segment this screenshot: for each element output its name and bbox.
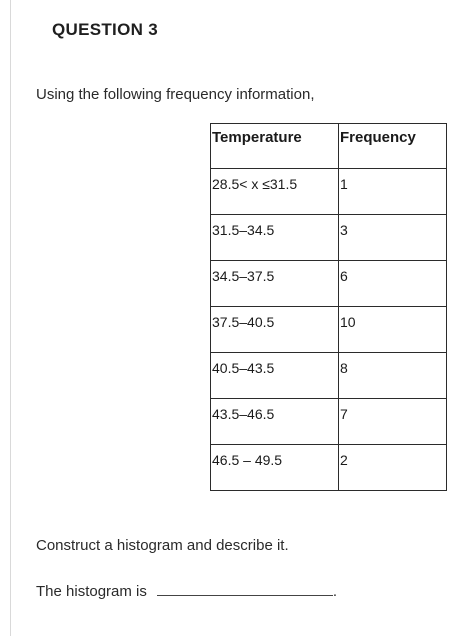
temperature-cell: 40.5–43.5 [211, 353, 339, 399]
header-frequency: Frequency [339, 124, 447, 169]
table-row [211, 215, 447, 261]
frequency-cell: 1 [339, 169, 447, 215]
temperature-cell: 34.5–37.5 [211, 261, 339, 307]
frequency-cell: 3 [339, 215, 447, 261]
frequency-table [210, 123, 447, 491]
table-row [211, 169, 447, 215]
answer-blank[interactable] [157, 581, 333, 596]
temperature-cell: 31.5–34.5 [211, 215, 339, 261]
temperature-cell: 43.5–46.5 [211, 399, 339, 445]
frequency-cell: 7 [339, 399, 447, 445]
header-temperature: Temperature [211, 124, 339, 169]
table-row [211, 261, 447, 307]
temperature-cell: 37.5–40.5 [211, 307, 339, 353]
answer-line [36, 581, 337, 600]
table-row [211, 353, 447, 399]
frequency-cell: 2 [339, 445, 447, 491]
temperature-cell: 46.5 – 49.5 [211, 445, 339, 491]
frequency-cell: 10 [339, 307, 447, 353]
table-row [211, 445, 447, 491]
table-row [211, 307, 447, 353]
answer-period: . [332, 583, 338, 600]
answer-prompt: The histogram is [36, 583, 147, 600]
temperature-cell: 28.5< x ≤31.5 [211, 169, 339, 215]
instruction-text: Construct a histogram and describe it. [36, 537, 289, 554]
frequency-cell: 6 [339, 261, 447, 307]
intro-text: Using the following frequency information, [36, 86, 315, 103]
table-row [211, 399, 447, 445]
frequency-cell: 8 [339, 353, 447, 399]
table-header-row [211, 124, 447, 169]
question-title: QUESTION 3 [52, 20, 158, 39]
